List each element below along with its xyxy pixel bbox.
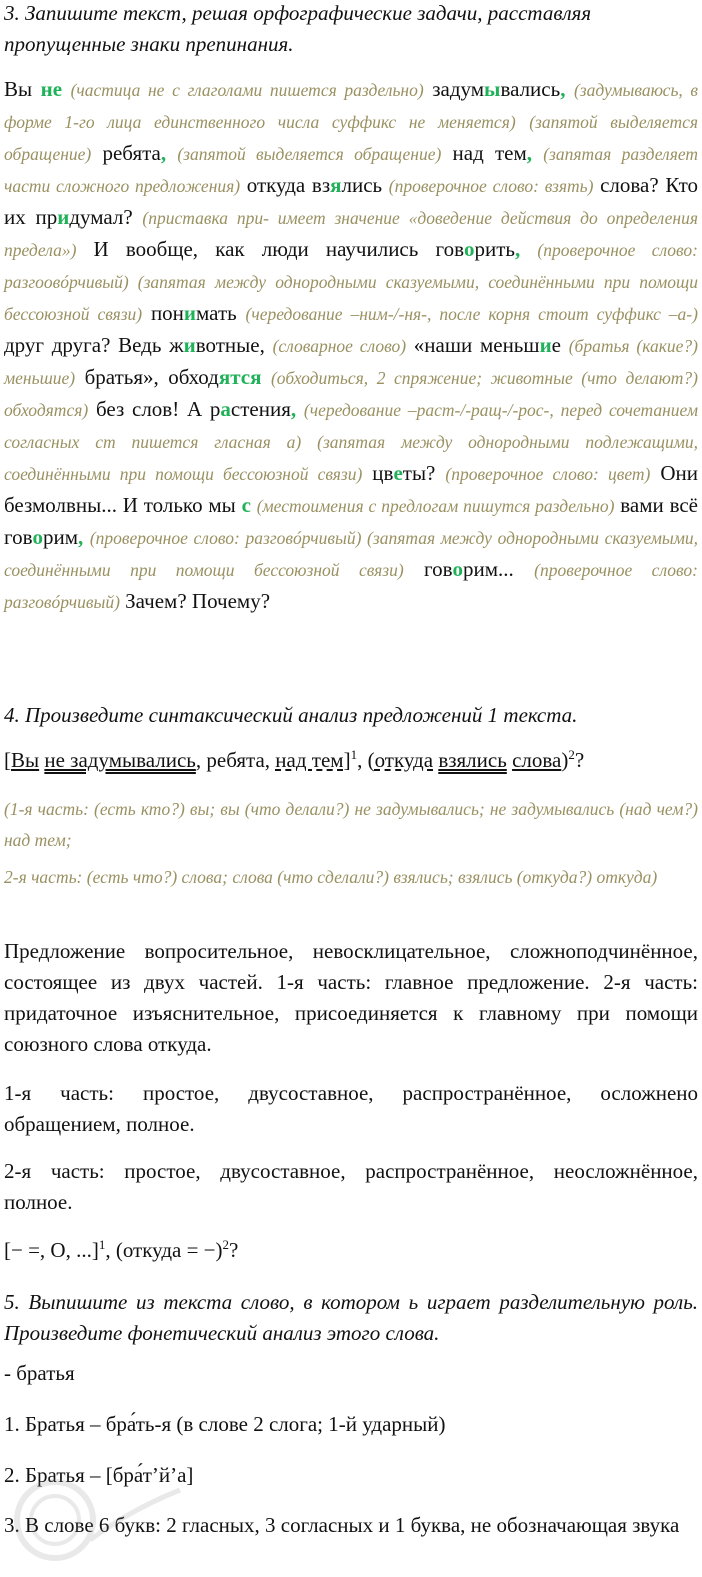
inserted-letter: , (514, 237, 521, 261)
comment-text: (запятой выделяется обращение) (4, 112, 698, 164)
text-run (532, 141, 543, 165)
text-run: друг друга? Ведь ж (4, 333, 184, 357)
text-run: Вы (4, 77, 41, 101)
inserted-letter: и (539, 333, 552, 357)
part-index-1: 1 (350, 747, 358, 762)
inserted-letter: , (526, 141, 533, 165)
inserted-letter: ы (484, 77, 501, 101)
inserted-letter: и (183, 333, 196, 357)
text-run: без слов! А р (88, 397, 221, 421)
analysis-paragraph-3: 2-я часть: простое, двусоставное, распространённое, неосложнённое, полное. (4, 1159, 698, 1214)
text-run (520, 237, 537, 261)
text-run: ребята (91, 141, 161, 165)
text-run: братья», обход (75, 365, 219, 389)
text-run: рим (43, 525, 79, 549)
inserted-letter: е (393, 461, 403, 485)
object-1: над тем (275, 748, 344, 772)
text-run (565, 77, 574, 101)
comment-text: (проверочное слово: разговóрчивый) (запятая между однородными сказуемыми, соединёнными при помощи бессоюзной связи) (4, 528, 699, 580)
comment-text: (чередование –раст-/-ращ-/-рос-, перед сочетанием согласных ст пишется гласная а) (запятая между однородными подлежащими, соединёнными при помощи бессоюзной связи) (4, 400, 699, 484)
inserted-letter: я (330, 173, 342, 197)
phonetic-item-3: 3. В слове 6 букв: 2 гласных, 3 согласных и 1 буква, не обозначающая звука (4, 1513, 680, 1537)
comment-text: (проверочное слово: разгоовóрчивый) (запятая между однородными сказуемыми, соединёнными при помощи бессоюзной связи) (4, 240, 699, 324)
comment-text: (обходиться, 2 спряжение; животные (что делают?) обходятся) (4, 368, 699, 420)
comment-text: (словарное слово) (272, 336, 407, 356)
adverbial: откуда (374, 748, 434, 772)
analysis-note-2: 2-я часть: (есть что?) слова; слова (что сделали?) взялись; взялись (откуда?) откуда) (4, 867, 658, 887)
text-run (262, 365, 271, 389)
inserted-letter: не (40, 77, 63, 101)
text-run: ты? (402, 461, 446, 485)
text-run (516, 109, 530, 133)
inserted-letter: ятся (218, 365, 262, 389)
comment-text: (проверочное слово: взять) (388, 176, 594, 196)
sentence-scheme (4, 1235, 698, 1266)
scheme-part-1: [− =, О, ...] (4, 1238, 99, 1262)
inserted-letter: , (160, 141, 167, 165)
bracket-close-2: ) (561, 748, 569, 772)
task3-text (4, 74, 698, 618)
comment-text: (чередование –ним-/-ня-, после корня стоит суффикс –а-) (245, 304, 698, 324)
analysis-paragraph-1: Предложение вопросительное, невосклицательное, сложноподчинённое, состоящее из двух частей. 1-я часть: главное предложение. 2-я часть: придаточное изъяснительное, присоединяется к главному при помощи союзного слова откуда. (4, 939, 698, 1056)
text-run: задум (423, 77, 485, 101)
text-run: слова? Кто их пр (4, 173, 698, 229)
comment-text: (приставка при- имеет значение «доведение действия до определения предела») (4, 208, 699, 260)
bracket-open: [ (4, 748, 11, 772)
inserted-letter: с (241, 493, 251, 517)
text-run: И вообще, как люди научились гов (76, 237, 464, 261)
text-run: Они безмолвны... И только мы (4, 461, 698, 517)
answer-word: - братья (4, 1361, 75, 1385)
scheme-part-2: , (откуда = −) (105, 1238, 223, 1262)
text-run: откуда вз (240, 173, 331, 197)
comment-text: (запятой выделяется обращение) (177, 144, 442, 164)
subject-vy: Вы (11, 748, 40, 772)
inserted-letter: и (183, 301, 197, 325)
text-run: «наши меньш (406, 333, 540, 357)
scheme-index-2: 2 (222, 1237, 230, 1252)
text-run: рить (474, 237, 515, 261)
scheme-end: ? (229, 1238, 239, 1262)
comment-text: (задумываюсь, в форме 1-го лица единственного числа суффикс не меняется) (4, 80, 699, 132)
analysis-note-1: (1-я часть: (есть кто?) вы; вы (что делали?) не задумывались; не задумывались (над чем?) над тем; (4, 799, 698, 850)
inserted-letter: , (78, 525, 84, 549)
text-run (166, 141, 177, 165)
text-run: гов (403, 557, 453, 581)
text-run: вотные, (195, 333, 273, 357)
task3-heading: 3. Запишите текст, решая орфографические задачи, расставляя пропущенные знаки препинания. (4, 1, 592, 56)
inserted-letter: о (32, 525, 44, 549)
inserted-letter: о (452, 557, 464, 581)
text-run: пон (142, 301, 184, 325)
text-run: вами всё гов (4, 493, 698, 549)
analysis-paragraph-2: 1-я часть: простое, двусоставное, распространённое, осложнено обращением, полное. (4, 1081, 698, 1136)
inserted-letter: а (220, 397, 231, 421)
comment-text: (проверочное слово: разговóрчивый) (4, 560, 698, 612)
text-run: над тем (441, 141, 527, 165)
text-run: лись (341, 173, 389, 197)
text-run: рим... (463, 557, 535, 581)
inserted-letter: и (57, 205, 70, 229)
inserted-letter: о (463, 237, 475, 261)
phonetic-item-1: 1. Братья – бра́ть-я (в слове 2 слога; 1-й ударный) (4, 1412, 446, 1436)
text-run: Зачем? Почему? (119, 589, 271, 613)
comment-text: (братья (какие?) меньшие) (4, 336, 699, 388)
predicate-2: взялись (438, 748, 507, 772)
separator: , ( (357, 748, 375, 772)
text-run: вались (500, 77, 561, 101)
phonetic-item-2: 2. Братья – [бра́т’й’а] (4, 1463, 194, 1487)
question-mark: ? (574, 748, 585, 772)
sentence-analysis (4, 745, 698, 776)
text-run: мать (196, 301, 246, 325)
task5-heading: 5. Выпишите из текста слово, в котором ь играет разделительную роль. Произведите фонетический анализ этого слова. (4, 1290, 698, 1345)
text-run (296, 397, 304, 421)
inserted-letter: , (560, 77, 566, 101)
comment-text: (местоимения с предлогам пишутся раздельно) (256, 496, 615, 516)
predicate-1: не задумывались (44, 748, 196, 772)
comment-text: (проверочное слово: цвет) (445, 464, 651, 484)
part-index-2: 2 (568, 747, 575, 762)
text-run: цв (362, 461, 394, 485)
bracket-close-1: ] (343, 748, 351, 772)
inserted-letter: , (290, 397, 297, 421)
address: , ребята, (195, 748, 276, 772)
subject-slova: слова (512, 748, 562, 772)
scheme-index-1: 1 (98, 1237, 106, 1252)
task4-heading: 4. Произведите синтаксический анализ предложений 1 текста. (4, 703, 578, 727)
comment-text: (частица не с глаголами пишется раздельно) (70, 80, 424, 100)
text-run: стения (230, 397, 291, 421)
comment-text: (запятая разделяет части сложного предложения) (4, 144, 698, 196)
text-run: е (551, 333, 569, 357)
text-run (62, 77, 71, 101)
text-run: думал? (69, 205, 143, 229)
